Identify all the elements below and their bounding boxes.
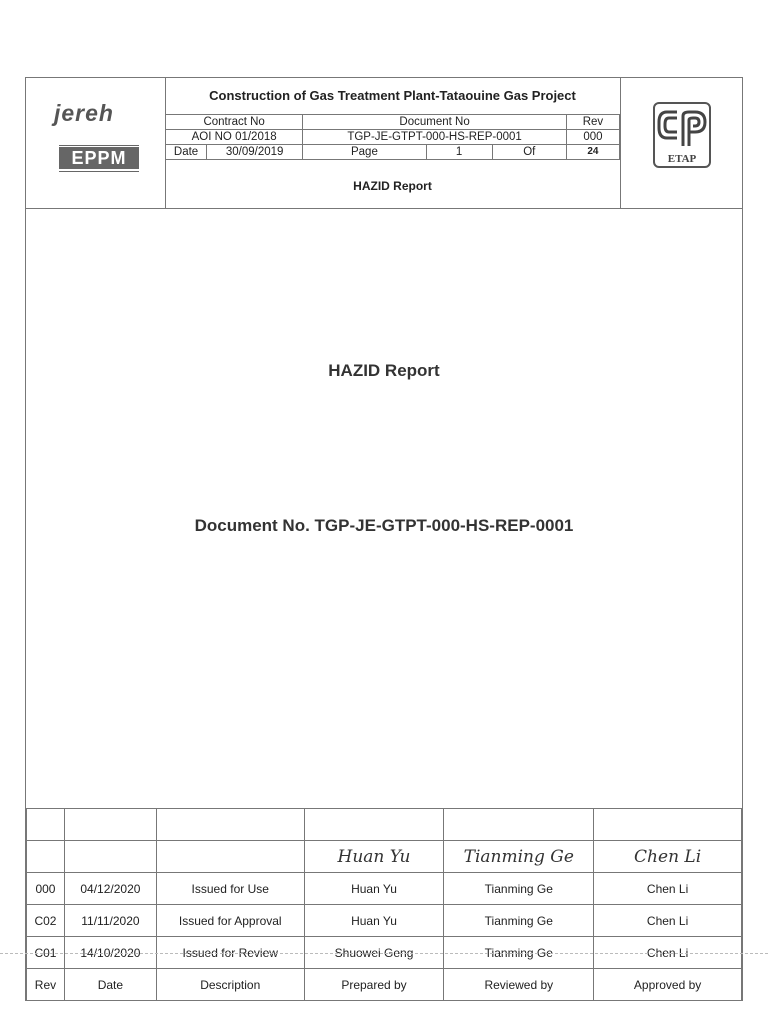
date-label: Date [166, 145, 207, 160]
project-title: Construction of Gas Treatment Plant-Tataouine Gas Project [209, 88, 576, 103]
contractor-logo-block [26, 78, 166, 208]
revision-table [26, 808, 742, 1001]
signature-row [27, 841, 742, 873]
etap-logo: ETAP [653, 102, 711, 168]
etap-emblem-icon [655, 106, 709, 152]
contract-no-value: AOI NO 01/2018 [166, 130, 303, 145]
page-count-value: 24 [566, 145, 619, 160]
signature-approved: Chen Li [594, 841, 742, 873]
report-title: HAZID Report [328, 361, 440, 380]
document-no-label: Document No [303, 115, 567, 130]
rev-label: Rev [566, 115, 619, 130]
document-no-value: TGP-JE-GTPT-000-HS-REP-0001 [303, 130, 567, 145]
page-value: 1 [426, 145, 492, 160]
eppm-logo: EPPM [59, 145, 139, 173]
table-row: 000 04/12/2020 Issued for Use Huan Yu Tianming Ge Chen Li [27, 873, 742, 905]
date-value: 30/09/2019 [207, 145, 303, 160]
table-header-row: Rev Date Description Prepared by Reviewed by Approved by [27, 969, 742, 1001]
client-logo-block [620, 78, 743, 208]
signature-prepared: Huan Yu [304, 841, 444, 873]
rev-value: 000 [566, 130, 619, 145]
signature-reviewed: Tianming Ge [444, 841, 594, 873]
document-info-table [165, 114, 620, 160]
table-row [27, 809, 742, 841]
scan-artifact-line [0, 953, 768, 954]
page-label: Page [303, 145, 426, 160]
document-number-line: Document No. TGP-JE-GTPT-000-HS-REP-0001 [194, 516, 574, 535]
of-label: Of [492, 145, 566, 160]
table-row: C01 14/10/2020 Issued for Review Shuowei Geng Tianming Ge Chen Li [27, 937, 742, 969]
title-block-center [165, 78, 620, 208]
document-frame [25, 77, 743, 1001]
table-row: C02 11/11/2020 Issued for Approval Huan Yu Tianming Ge Chen Li [27, 905, 742, 937]
contract-no-label: Contract No [166, 115, 303, 130]
jereh-logo: jereh [54, 100, 114, 126]
title-block [26, 78, 742, 209]
header-report-title: HAZID Report [353, 179, 432, 193]
